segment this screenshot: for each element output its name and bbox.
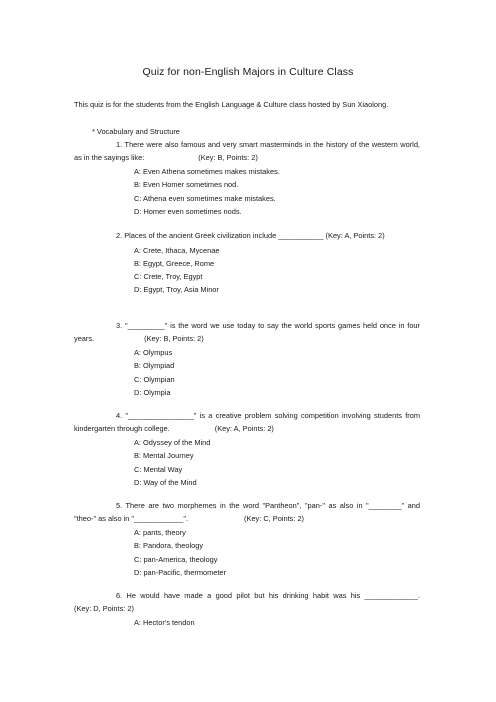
option-c: C: Mental Way — [134, 464, 183, 474]
question-4-options — [134, 436, 420, 489]
question-6-text — [74, 590, 420, 615]
option-d: D: Way of the Mind — [134, 477, 197, 487]
question-1-options — [134, 165, 420, 218]
option-b: B: Egypt, Greece, Rome — [134, 258, 215, 268]
option-c: C: Olympian — [134, 374, 175, 384]
question-2-text — [74, 230, 420, 243]
question-1-stem: 1. There were also famous and very smart masterminds in the history of the western world, as in the sayings like: — [74, 140, 420, 162]
option-b: B: Even Homer sometimes nod. — [134, 180, 239, 190]
question-5-options — [134, 526, 420, 579]
question-2-stem: 2. Places of the ancient Greek civilization include ___________ — [116, 231, 324, 240]
option-a: A: Even Athena sometimes makes mistakes. — [134, 167, 280, 176]
question-3-stem: 3. "_________" is the word we use today to say the world sports games held once in four years. — [74, 321, 420, 343]
question-5 — [74, 500, 420, 579]
question-5-text — [74, 500, 420, 525]
question-1-key: (Key: B, Points: 2) — [198, 152, 258, 162]
option-d: D: Olympia — [134, 387, 171, 397]
question-6-key: (Key: D, Points: 2) — [74, 603, 134, 613]
question-4-key: (Key: A, Points: 2) — [214, 423, 274, 433]
question-3 — [74, 320, 420, 399]
question-5-stem: 5. There are two morphemes in the word "Pantheon", "pan-" as also in "________" and "theo-" as also in "____________". — [74, 501, 420, 523]
option-a: A: Odyssey of the Mind — [134, 438, 211, 447]
question-1-text — [74, 139, 420, 164]
section-heading: * Vocabulary and Structure — [92, 127, 180, 136]
option-c: C: Athena even sometimes make mistakes. — [134, 193, 276, 203]
question-3-options — [134, 346, 420, 399]
option-c: C: pan-America, theology — [134, 554, 218, 564]
quiz-title: Quiz for non-English Majors in Culture Class — [142, 66, 354, 78]
question-2-options — [134, 244, 420, 297]
option-b: B: Pandora, theology — [134, 541, 204, 551]
question-2-key: (Key: A, Points: 2) — [325, 231, 385, 240]
option-b: B: Mental Journey — [134, 451, 194, 461]
option-c: C: Crete, Troy, Egypt — [134, 272, 203, 282]
option-a: A: Olympus — [134, 348, 173, 357]
option-a: A: Crete, Ithaca, Mycenae — [134, 245, 220, 255]
option-d: D: Homer even sometimes nods. — [134, 206, 242, 216]
option-a: A: Hector's tendon — [134, 618, 195, 627]
question-3-text — [74, 320, 420, 345]
question-1 — [74, 139, 420, 218]
question-4 — [74, 410, 420, 489]
question-4-stem: 4. "________________" is a creative problem solving competition involving students from kindergarten through college. — [74, 411, 420, 433]
question-2 — [74, 230, 420, 297]
option-a: A: pants, theory — [134, 528, 186, 537]
intro-text: This quiz is for the students from the English Language & Culture class hosted by Sun Xiaolong. — [74, 100, 389, 109]
question-6 — [74, 590, 420, 629]
option-d: D: Egypt, Troy, Asia Minor — [134, 285, 219, 295]
question-6-stem: 6. He would have made a good pilot but his drinking habit was his _____________. — [116, 591, 420, 600]
question-5-key: (Key: C, Points: 2) — [244, 513, 305, 523]
question-6-options — [134, 616, 420, 629]
option-d: D: pan-Pacific, thermometer — [134, 567, 227, 577]
option-b: B: Olympiad — [134, 361, 175, 371]
question-4-text — [74, 410, 420, 435]
question-3-key: (Key: B, Points: 2) — [144, 333, 204, 343]
